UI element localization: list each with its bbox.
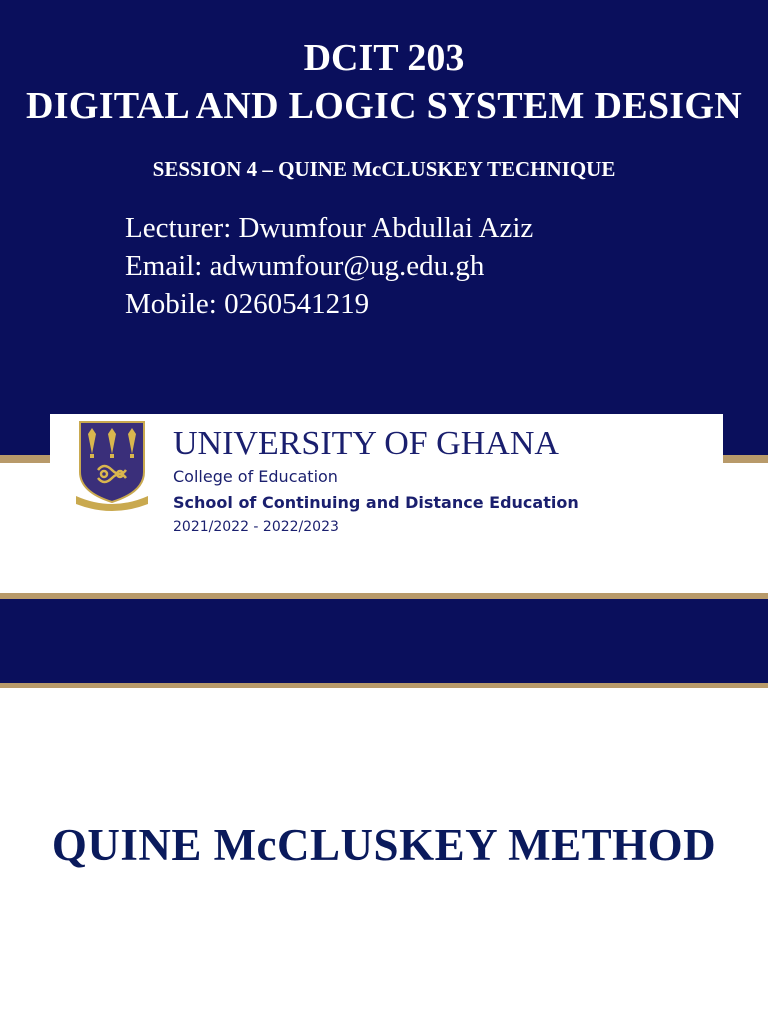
- university-crest-icon: [74, 420, 150, 512]
- college-name: College of Education: [173, 467, 338, 486]
- lecturer-name: Lecturer: Dwumfour Abdullai Aziz: [125, 212, 534, 244]
- session-title: SESSION 4 – QUINE McCLUSKEY TECHNIQUE: [152, 157, 616, 181]
- lecturer-email: Email: adwumfour@ug.edu.gh: [125, 250, 485, 282]
- university-banner: [50, 414, 723, 591]
- course-code: DCIT 203: [303, 37, 465, 79]
- navy-band: [0, 599, 768, 683]
- course-title: DIGITAL AND LOGIC SYSTEM DESIGN: [26, 85, 742, 127]
- method-title: QUINE McCLUSKEY METHOD: [51, 820, 717, 870]
- school-name: School of Continuing and Distance Education: [173, 493, 579, 512]
- gold-divider: [0, 683, 768, 688]
- academic-years: 2021/2022 - 2022/2023: [173, 519, 339, 535]
- lecturer-mobile: Mobile: 0260541219: [125, 288, 370, 320]
- university-name: UNIVERSITY OF GHANA: [173, 425, 559, 462]
